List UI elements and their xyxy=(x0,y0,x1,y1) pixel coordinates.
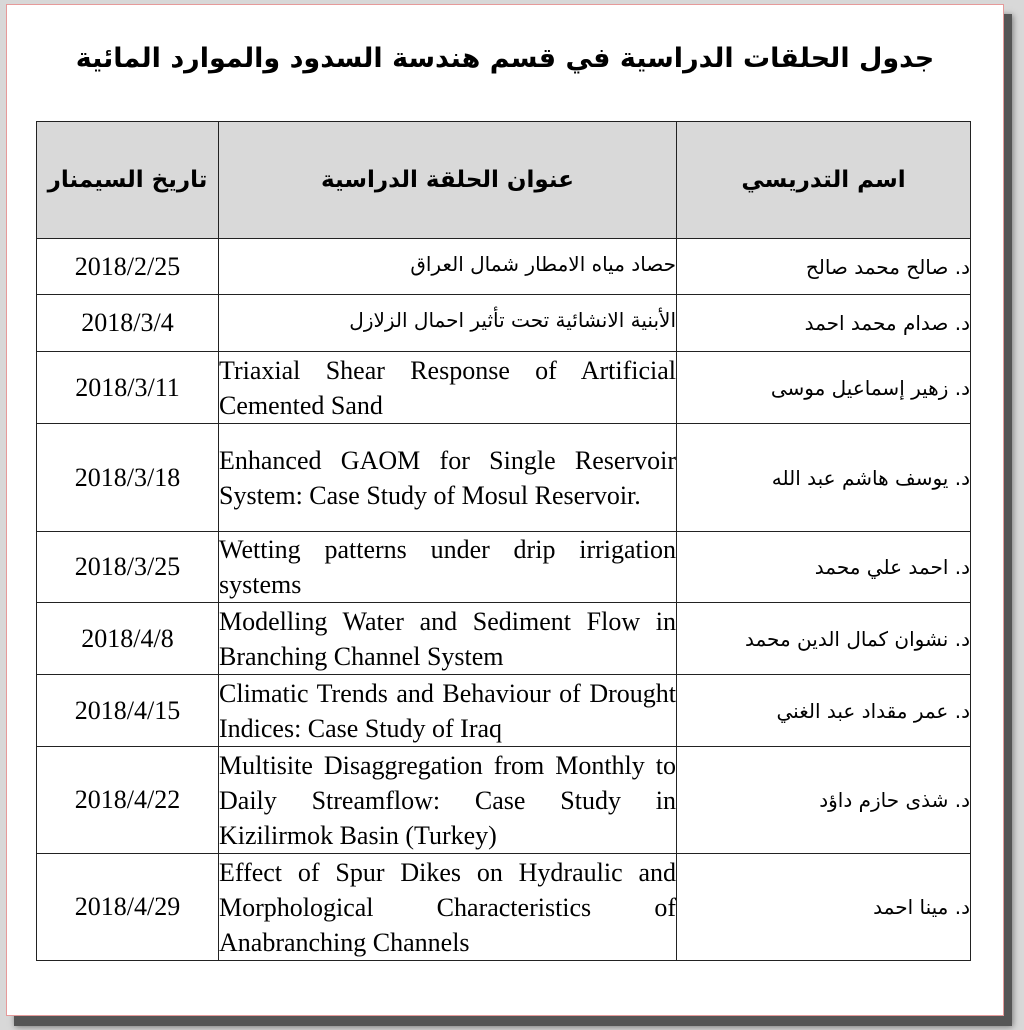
table-row xyxy=(37,295,971,352)
table-row xyxy=(37,603,971,675)
seminar-date: 2018/3/25 xyxy=(37,532,219,603)
table-header-row xyxy=(37,122,971,239)
seminar-date: 2018/4/22 xyxy=(37,747,219,854)
table-row xyxy=(37,239,971,295)
seminar-date: 2018/4/8 xyxy=(37,603,219,675)
lecturer-name: د. شذى حازم داؤد xyxy=(677,747,971,854)
seminar-topic: Effect of Spur Dikes on Hydraulic and Morphological Characteristics of Anabranching Channels xyxy=(219,854,677,961)
header-topic: عنوان الحلقة الدراسية xyxy=(219,122,677,239)
lecturer-name: د. زهير إسماعيل موسى xyxy=(677,352,971,424)
seminar-date: 2018/3/4 xyxy=(37,295,219,352)
table-row xyxy=(37,747,971,854)
seminar-table xyxy=(36,121,971,961)
lecturer-name: د. عمر مقداد عبد الغني xyxy=(677,675,971,747)
lecturer-name: د. صالح محمد صالح xyxy=(677,239,971,295)
seminar-date: 2018/3/11 xyxy=(37,352,219,424)
seminar-topic: Enhanced GAOM for Single Reservoir System: Case Study of Mosul Reservoir. xyxy=(219,424,677,532)
page-title: جدول الحلقات الدراسية في قسم هندسة السدود والموارد المائية xyxy=(75,43,935,74)
lecturer-name: د. نشوان كمال الدين محمد xyxy=(677,603,971,675)
seminar-topic: Multisite Disaggregation from Monthly to Daily Streamflow: Case Study in Kizilirmok Basin (Turkey) xyxy=(219,747,677,854)
table-row xyxy=(37,532,971,603)
table-row xyxy=(37,424,971,532)
lecturer-name: د. صدام محمد احمد xyxy=(677,295,971,352)
lecturer-name: د. احمد علي محمد xyxy=(677,532,971,603)
seminar-date: 2018/2/25 xyxy=(37,239,219,295)
seminar-topic: حصاد مياه الامطار شمال العراق xyxy=(219,239,677,295)
seminar-date: 2018/4/29 xyxy=(37,854,219,961)
seminar-topic: Climatic Trends and Behaviour of Drought Indices: Case Study of Iraq xyxy=(219,675,677,747)
lecturer-name: د. يوسف هاشم عبد الله xyxy=(677,424,971,532)
header-date: تاريخ السيمنار xyxy=(37,122,219,239)
seminar-date: 2018/3/18 xyxy=(37,424,219,532)
lecturer-name: د. مينا احمد xyxy=(677,854,971,961)
seminar-topic: Wetting patterns under drip irrigation systems xyxy=(219,532,677,603)
header-name: اسم التدريسي xyxy=(677,122,971,239)
table-row xyxy=(37,854,971,961)
seminar-date: 2018/4/15 xyxy=(37,675,219,747)
document-page xyxy=(6,4,1004,1016)
seminar-topic: Triaxial Shear Response of Artificial Cemented Sand xyxy=(219,352,677,424)
seminar-topic: Modelling Water and Sediment Flow in Branching Channel System xyxy=(219,603,677,675)
seminar-topic: الأبنية الانشائية تحت تأثير احمال الزلازل xyxy=(219,295,677,352)
table-row xyxy=(37,675,971,747)
table-row xyxy=(37,352,971,424)
